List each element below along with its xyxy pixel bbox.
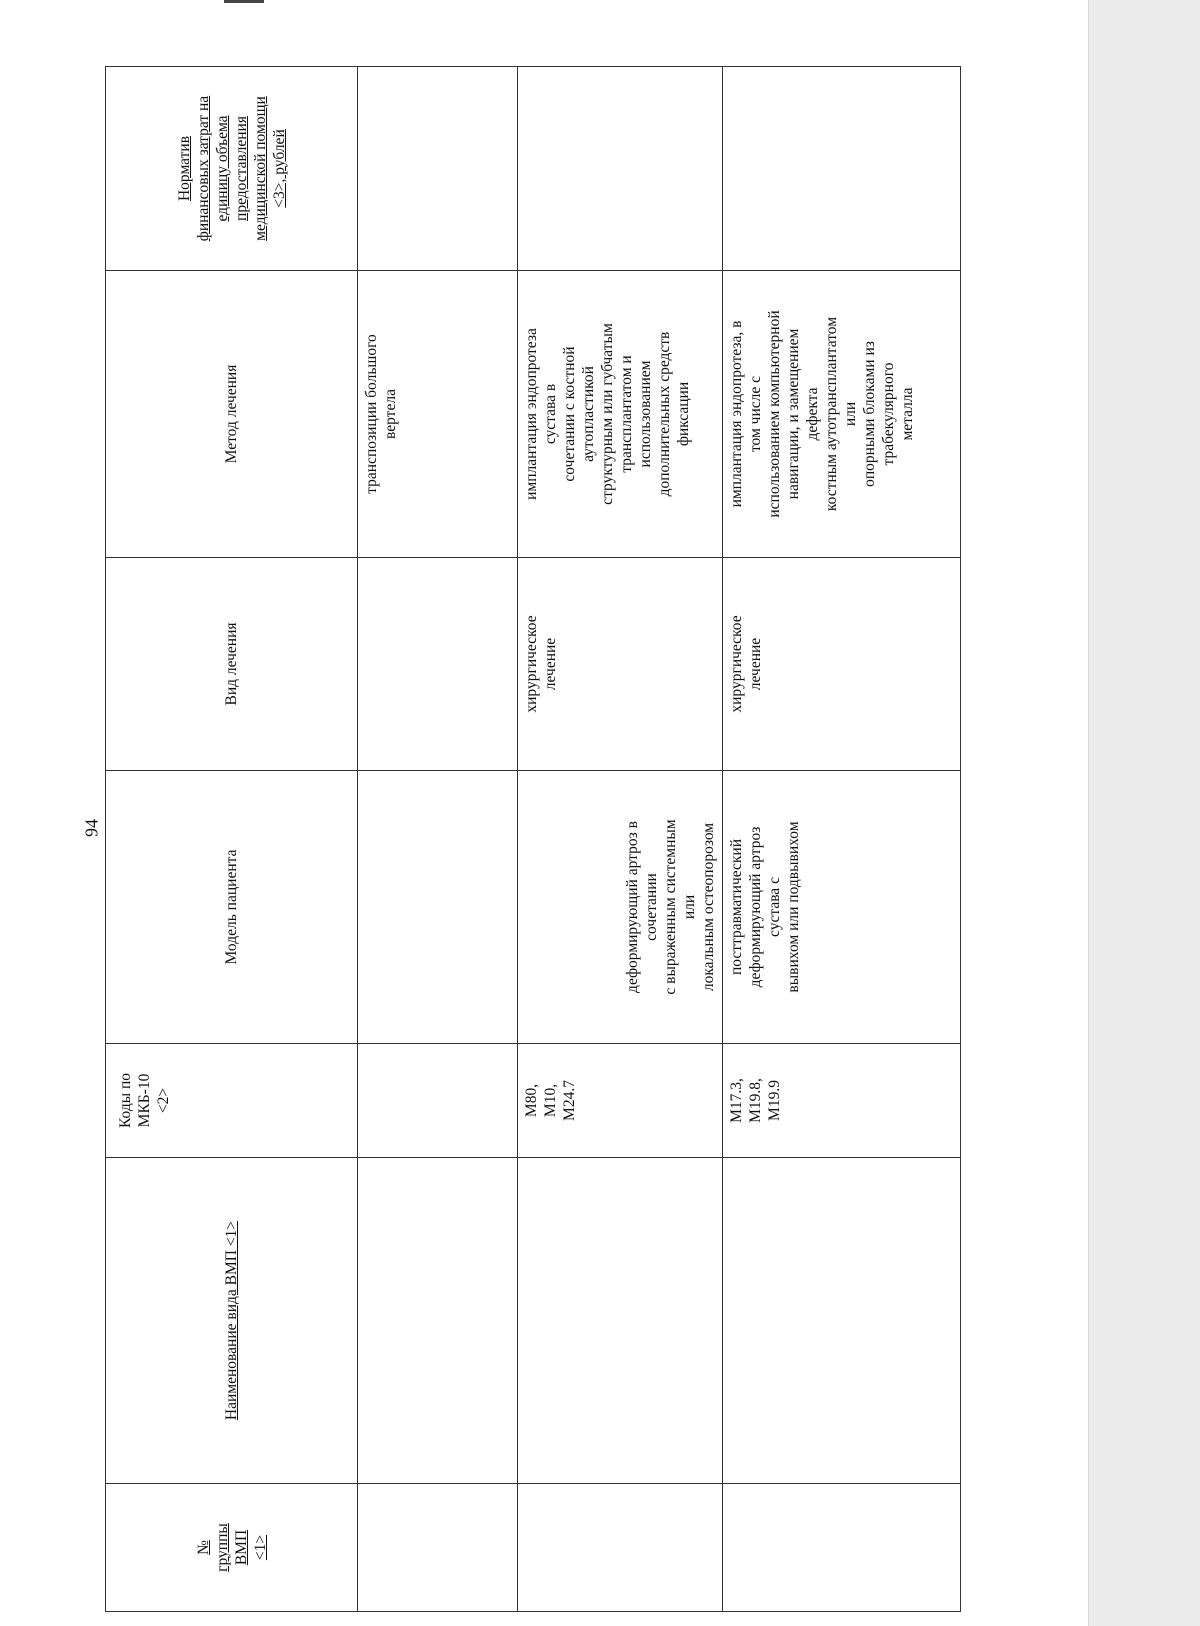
- cell-cost-norm: [358, 67, 518, 271]
- scan-margin: [1088, 0, 1200, 1626]
- header-cost-norm: Норматив финансовых затрат на единицу объема предоставления медицинской помощи <3>, рублей: [106, 67, 358, 271]
- vmp-table: [105, 66, 961, 1612]
- table-row: [723, 67, 961, 1612]
- cell-vmp-name: [358, 1158, 518, 1484]
- cell-treatment-type: хирургическое лечение: [518, 558, 723, 771]
- cell-icd-codes: M17.3, M19.8, M19.9: [723, 1044, 961, 1158]
- cell-treatment-method: имплантация эндопротеза, в том числе с использованием компьютерной навигации, и замещением дефекта костным аутотрансплантатом или опорными блоками из трабекулярного металла: [723, 271, 961, 558]
- cell-cost-norm: [723, 67, 961, 271]
- table-wrapper: [105, 67, 960, 1612]
- cell-treatment-method: имплантация эндопротеза сустава в сочетании с костной аутопластикой структурным или губчатым трансплантатом и использованием дополнительных средств фиксации: [518, 271, 723, 558]
- cell-group-no: [518, 1484, 723, 1612]
- table-row: [358, 67, 518, 1612]
- cell-treatment-method: транспозиции большого вертела: [358, 271, 518, 558]
- header-treatment-type: Вид лечения: [106, 558, 358, 771]
- cell-cost-norm: [518, 67, 723, 271]
- cell-treatment-type: хирургическое лечение: [723, 558, 961, 771]
- cell-treatment-type: [358, 558, 518, 771]
- cell-patient-model: деформирующий артроз в сочетании с выраженным системным или локальным остеопорозом: [518, 771, 723, 1044]
- cell-vmp-name: [723, 1158, 961, 1484]
- header-group-no: № группы ВМП <1>: [106, 1484, 358, 1612]
- cell-group-no: [358, 1484, 518, 1612]
- header-treatment-method: Метод лечения: [106, 271, 358, 558]
- cell-vmp-name: [518, 1158, 723, 1484]
- rotated-page: [105, 67, 960, 1612]
- cell-icd-codes: M80, M10, M24.7: [518, 1044, 723, 1158]
- header-vmp-name: Наименование вида ВМП <1>: [106, 1158, 358, 1484]
- table-row: [518, 67, 723, 1612]
- page-number: 94: [81, 819, 102, 837]
- cell-patient-model: [358, 771, 518, 1044]
- cell-group-no: [723, 1484, 961, 1612]
- header-row: [106, 67, 358, 1612]
- header-patient-model: Модель пациента: [106, 771, 358, 1044]
- scan-mark: [224, 0, 264, 3]
- header-icd-codes: Коды по МКБ-10 <2>: [106, 1044, 358, 1158]
- cell-patient-model: посттравматический деформирующий артроз сустава с вывихом или подвывихом: [723, 771, 961, 1044]
- cell-icd-codes: [358, 1044, 518, 1158]
